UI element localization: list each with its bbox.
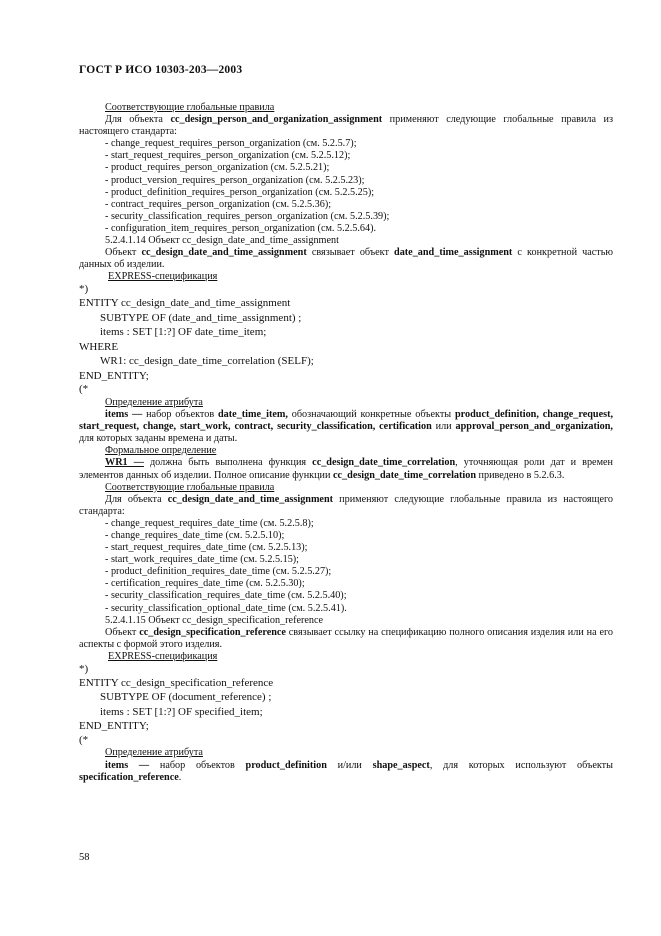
list-item: - product_definition_requires_date_time (см. 5.2.5.27); [105, 566, 332, 578]
sec3-description: Объект cc_design_specification_reference связывает ссылку на спецификацию полного описания изделия или на его аспекты с формой этого изделия. [79, 626, 614, 650]
list-item: - change_request_requires_person_organization (см. 5.2.5.7); [105, 138, 357, 150]
code-where: WHERE [79, 340, 119, 353]
sec3-attr-text: items — набор объектов product_definition и/или shape_aspect, для которых используют объекты specification_reference. [79, 759, 613, 783]
code-comment-open: *) [79, 663, 89, 676]
code-items: items : SET [1:?] OF date_time_item; [100, 326, 267, 339]
code-end: END_ENTITY; [79, 369, 149, 382]
list-item: - security_classification_requires_person_organization (см. 5.2.5.39); [105, 210, 390, 222]
sec3-number: 5.2.4.1.15 Объект cc_design_specification_reference [105, 614, 324, 626]
sec2-description: Объект cc_design_date_and_time_assignment связывает объект date_and_time_assignment с конкретной частью данных об изделии. [79, 247, 614, 271]
list-item: - change_request_requires_date_time (см. 5.2.5.8); [105, 517, 314, 529]
list-item: - certification_requires_date_time (см. 5.2.5.30); [105, 578, 305, 590]
list-item: - change_requires_date_time (см. 5.2.5.10); [105, 530, 285, 541]
sec2-formal-heading: Формальное определение [105, 445, 217, 457]
sec1-intro: Для объекта cc_design_person_and_organization_assignment применяют следующие глобальные правила из настоящего стандарта: [79, 114, 613, 138]
code-comment-close: (* [79, 733, 89, 746]
list-item: - product_definition_requires_person_organization (см. 5.2.5.25); [105, 186, 375, 198]
code-subtype: SUBTYPE OF (document_reference) ; [100, 691, 272, 704]
document-body [79, 102, 613, 784]
code-items: items : SET [1:?] OF specified_item; [100, 705, 263, 718]
sec3-code-block [79, 663, 613, 746]
sec2-rules-list [79, 518, 613, 615]
sec1-heading: Соответствующие глобальные правила [105, 102, 275, 113]
list-item: - start_request_requires_date_time (см. 5.2.5.13); [105, 542, 308, 554]
list-item: - security_classification_optional_date_time (см. 5.2.5.41). [105, 602, 347, 614]
list-item: - security_classification_requires_date_time (см. 5.2.5.40); [105, 590, 347, 602]
code-entity: ENTITY cc_design_specification_reference [79, 676, 274, 689]
sec3-express-label: EXPRESS-спецификация [108, 650, 218, 662]
code-wr1: WR1: cc_design_date_time_correlation (SELF); [100, 355, 314, 368]
list-item: - product_version_requires_person_organization (см. 5.2.5.23); [105, 174, 365, 186]
sec2-code-block [79, 283, 613, 396]
code-comment-open: *) [79, 283, 89, 296]
code-subtype: SUBTYPE OF (date_and_time_assignment) ; [100, 311, 302, 324]
sec2-global-heading: Соответствующие глобальные правила [105, 481, 275, 493]
sec2-attr-heading: Определение атрибута [105, 396, 203, 408]
code-comment-close: (* [79, 383, 89, 396]
list-item: - configuration_item_requires_person_organization (см. 5.2.5.64). [105, 222, 377, 234]
sec3-attr-heading: Определение атрибута [105, 747, 203, 759]
sec2-number: 5.2.4.1.14 Объект cc_design_date_and_time_assignment [105, 235, 339, 247]
code-entity: ENTITY cc_design_date_and_time_assignment [79, 296, 291, 309]
sec2-attr-text: items — набор объектов date_time_item, обозначающий конкретные объекты product_definition, change_request, start_request, change, start_work, contract, security_classification, certification или approval_person_and_organization, для которых заданы времена и даты. [79, 409, 614, 445]
list-item: - start_work_requires_date_time (см. 5.2.5.15); [105, 554, 300, 566]
page-header: ГОСТ Р ИСО 10303-203—2003 [79, 64, 243, 76]
sec2-express-label: EXPRESS-спецификация [108, 271, 218, 283]
sec2-global-intro: Для объекта cc_design_date_and_time_assignment применяют следующие глобальные правила из настоящего стандарта: [79, 493, 614, 517]
page-number: 58 [79, 852, 90, 863]
list-item: - start_request_requires_person_organization (см. 5.2.5.12); [105, 150, 351, 162]
list-item: - product_requires_person_organization (см. 5.2.5.21); [105, 162, 330, 174]
sec2-formal-text: WR1 — должна быть выполнена функция cc_design_date_time_correlation, уточняющая роли дат и времен элементов данных об изделии. Полное описание функции cc_design_date_time_correlation приведено в 5.2.6.3. [79, 457, 613, 481]
list-item: - contract_requires_person_organization (см. 5.2.5.36); [105, 198, 332, 210]
code-end: END_ENTITY; [79, 720, 149, 733]
sec1-rules-list [79, 138, 613, 235]
